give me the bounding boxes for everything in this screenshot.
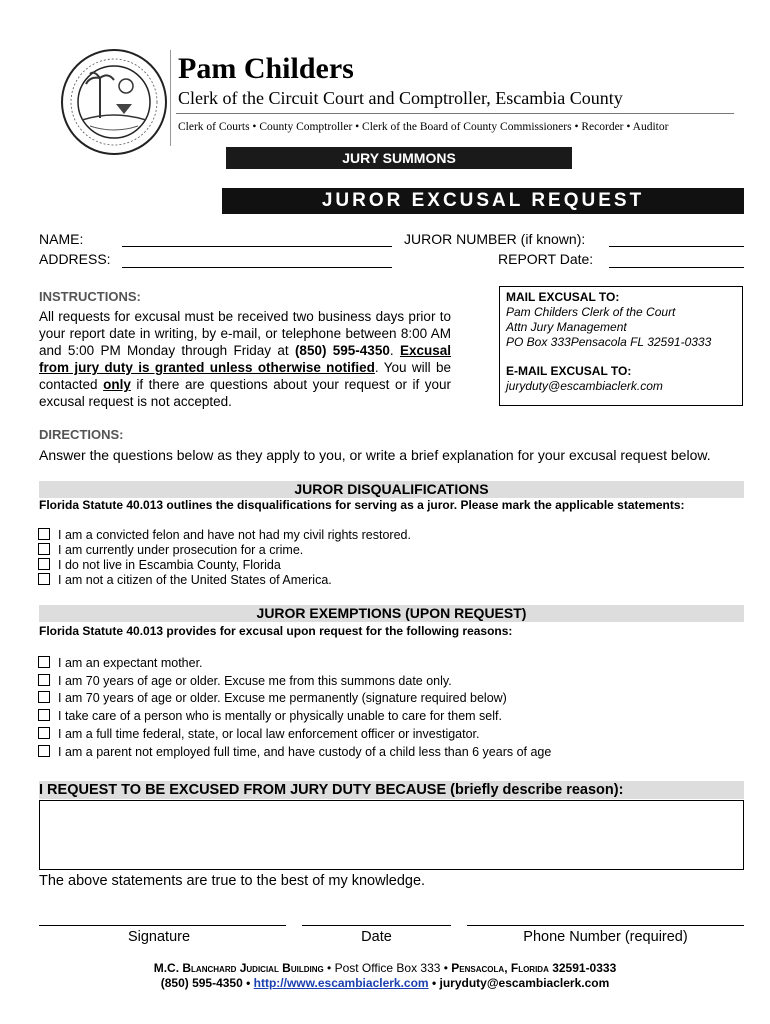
excusal-emphasis: Excusal from jury duty is granted unless otherwise notified (39, 343, 451, 375)
email-address: juryduty@escambiaclerk.com (506, 379, 663, 393)
phone-label: Phone Number (required) (523, 929, 688, 945)
florida-state-seal (60, 48, 168, 156)
date-field[interactable] (302, 925, 451, 926)
email-heading: E-MAIL EXCUSAL TO: (506, 364, 632, 378)
exemption-item: I take care of a person who is mentally or physically unable to care for them self. (58, 709, 502, 723)
mail-line-2: Attn Jury Management (506, 320, 627, 334)
disqualification-item: I am currently under prosecution for a crime. (58, 543, 304, 557)
reason-textbox[interactable] (39, 800, 744, 870)
clerk-name: Pam Childers (178, 52, 354, 85)
report-date-field[interactable] (609, 267, 744, 268)
mail-excusal-box (499, 286, 743, 406)
footer-contact: (850) 595-4350 • http://www.escambiaclerk.com • juryduty@escambiaclerk.com (160, 976, 610, 990)
form-title: JUROR EXCUSAL REQUEST (222, 188, 744, 214)
instructions-heading: INSTRUCTIONS: (39, 289, 141, 304)
clerk-title: Clerk of the Circuit Court and Comptroller, Escambia County (178, 88, 623, 108)
disqualification-checkbox[interactable] (38, 528, 50, 540)
jury-summons-banner: JURY SUMMONS (226, 147, 572, 169)
clerk-offices: Clerk of Courts • County Comptroller • Clerk of the Board of County Commissioners • Recorder • Auditor (178, 121, 669, 133)
juror-number-label: JUROR NUMBER (if known): (404, 231, 586, 247)
directions-heading: DIRECTIONS: (39, 427, 124, 442)
exemption-checkbox[interactable] (38, 656, 50, 668)
exemption-item: I am 70 years of age or older. Excuse me from this summons date only. (58, 674, 452, 688)
mail-heading: MAIL EXCUSAL TO: (506, 290, 620, 304)
disqualification-checkbox[interactable] (38, 558, 50, 570)
mail-line-1: Pam Childers Clerk of the Court (506, 305, 676, 319)
disqualification-item: I am a convicted felon and have not had my civil rights restored. (58, 528, 411, 542)
exemption-checkbox[interactable] (38, 691, 50, 703)
juror-number-field[interactable] (609, 246, 744, 247)
footer-building: M.C. Blanchard Judicial Building (153, 961, 324, 975)
exemption-item: I am a full time federal, state, or local law enforcement officer or investigator. (58, 727, 480, 741)
header-vertical-divider (170, 50, 171, 146)
address-field[interactable] (122, 267, 392, 268)
disqualification-item: I am not a citizen of the United States of America. (58, 573, 332, 587)
signature-field[interactable] (39, 925, 286, 926)
clerk-phone: (850) 595-4350 (294, 343, 390, 358)
exemption-checkbox[interactable] (38, 674, 50, 686)
header-divider (176, 113, 734, 114)
disqualification-checkbox[interactable] (38, 543, 50, 555)
instructions-text: All requests for excusal must be received two business days prior to your report date in writing, by e-mail, or telephone between 8:00 AM and 5:00 PM Monday through Friday at (850) 595-4350. Excusal from jury duty is granted unless otherwise notified. You will be contacted only if there are questions about your request or if your excusal request is not accepted. (39, 309, 452, 409)
signature-label: Signature (127, 929, 191, 945)
name-label: NAME: (39, 231, 84, 247)
exemptions-heading: JUROR EXEMPTIONS (UPON REQUEST) (39, 605, 744, 622)
exemption-item: I am 70 years of age or older. Excuse me permanently (signature required below) (58, 691, 507, 705)
exemption-item: I am a parent not employed full time, and have custody of a child less than 6 years of age (58, 745, 552, 759)
date-label: Date (361, 929, 392, 945)
disqualification-checkbox[interactable] (38, 573, 50, 585)
exemption-checkbox[interactable] (38, 745, 50, 757)
exemption-checkbox[interactable] (38, 709, 50, 721)
footer-phone: (850) 595-4350 (160, 976, 243, 990)
disqualifications-heading: JUROR DISQUALIFICATIONS (39, 481, 744, 498)
exemptions-subtitle: Florida Statute 40.013 provides for excusal upon request for the following reasons: (39, 624, 513, 638)
name-field[interactable] (122, 246, 392, 247)
directions-text: Answer the questions below as they apply to you, or write a brief explanation for your excusal request below. (39, 447, 711, 463)
disqualifications-subtitle: Florida Statute 40.013 outlines the disqualifications for serving as a juror. Please mark the applicable statements: (39, 498, 685, 512)
affirmation-statement: The above statements are true to the best of my knowledge. (39, 873, 426, 889)
footer-website-link[interactable]: http://www.escambiaclerk.com (253, 976, 429, 990)
phone-field[interactable] (467, 925, 744, 926)
exemption-checkbox[interactable] (38, 727, 50, 739)
footer-email: juryduty@escambiaclerk.com (439, 976, 610, 990)
mail-line-3: PO Box 333Pensacola FL 32591-0333 (506, 335, 712, 349)
footer-address: M.C. Blanchard Judicial Building • Post Office Box 333 • Pensacola, Florida 32591-0333 (153, 961, 617, 975)
disqualification-item: I do not live in Escambia County, Florida (58, 558, 281, 572)
exemption-item: I am an expectant mother. (58, 656, 203, 670)
footer-city: Pensacola, Florida (451, 961, 549, 975)
reason-heading: I REQUEST TO BE EXCUSED FROM JURY DUTY BECAUSE (briefly describe reason): (39, 781, 744, 799)
report-date-label: REPORT Date: (498, 251, 594, 267)
address-label: ADDRESS: (39, 251, 111, 267)
